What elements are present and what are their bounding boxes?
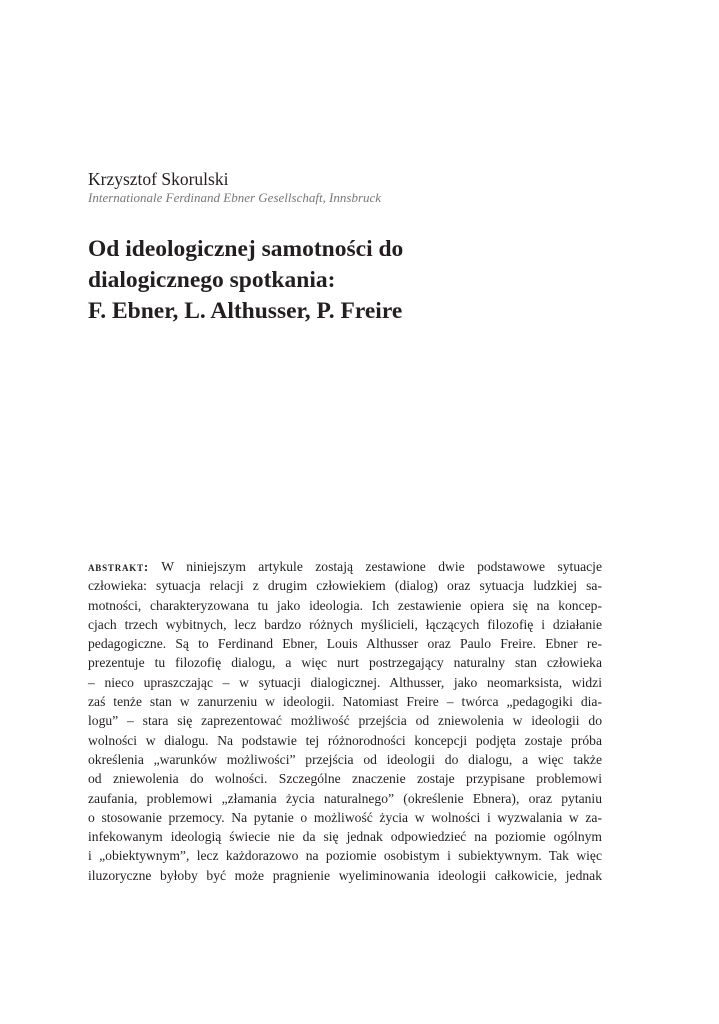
abstract-line: infekowanym ideologią świecie nie da się jednak odpowiedzieć na poziomie ogólnym [88,829,602,845]
abstract-text: W niniejszym artykule zostają zestawione dwie podstawowe sytuacje [161,559,602,574]
abstract-line: człowieka: sytuacja relacji z drugim człowiekiem (dialog) oraz sytuacja ludzkiej sa- [88,578,602,594]
abstract [88,557,602,885]
title-line: F. Ebner, L. Althusser, P. Freire [88,298,403,324]
abstract-line: motności, charakteryzowana tu jako ideologia. Ich zestawienie opiera się na koncep- [88,597,602,613]
abstract-line: i „obiektywnym”, lecz każdorazowo na poziomie osobistym i subiektywnym. Tak więc [88,848,602,864]
abstract-line: zaś tenże stan w zanurzeniu w ideologii. Natomiast Freire – twórca „pedagogiki dia- [88,694,602,710]
abstract-label: abstrakt: [88,559,150,574]
author-affiliation: Internationale Ferdinand Ebner Gesellschaft, Innsbruck [88,190,382,205]
title-line: dialogicznego spotkania: [88,267,336,293]
abstract-line: cjach trzech wybitnych, lecz bardzo różnych myślicieli, łączących filozofię i działanie [88,616,602,632]
abstract-line: – nieco upraszczając – w sytuacji dialogicznej. Althusser, jako neomarksista, widzi [88,674,602,690]
abstract-line [88,557,602,576]
abstract-line: prezentuje tu filozofię dialogu, a więc nurt postrzegający naturalny stan człowieka [88,655,602,671]
abstract-line: o stosowanie przemocy. Na pytanie o możliwość życia w wolności i wyzwalania w za- [88,809,602,825]
abstract-line: wolności w dialogu. Na podstawie tej różnorodności koncepcji podjęta zostaje próba [88,732,602,748]
abstract-line: zaufania, problemowi „złamania życia naturalnego” (określenie Ebnera), oraz pytaniu [88,790,602,806]
article-title [88,234,403,327]
abstract-line: określenia „warunków możliwości” przejścia od ideologii do dialogu, a więc także [88,751,602,767]
abstract-line: od zniewolenia do wolności. Szczególne znaczenie zostaje przypisane problemowi [88,771,602,787]
author-name: Krzysztof Skorulski [88,169,229,189]
abstract-line: iluzoryczne byłoby być może pragnienie wyeliminowania ideologii całkowicie, jednak [88,867,602,883]
title-line: Od ideologicznej samotności do [88,236,404,262]
abstract-line: logu” – stara się zaprezentować możliwość przejścia od zniewolenia w ideologii do [88,713,602,729]
abstract-line: pedagogiczne. Są to Ferdinand Ebner, Louis Althusser oraz Paulo Freire. Ebner re- [88,636,602,652]
